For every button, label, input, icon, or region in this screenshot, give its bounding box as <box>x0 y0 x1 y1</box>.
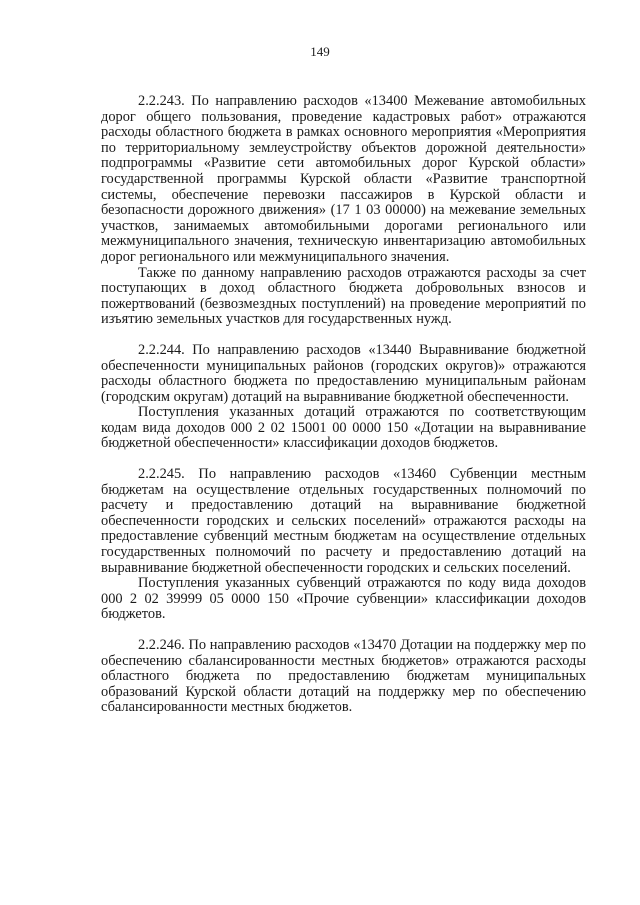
section-2-2-245 <box>101 467 586 623</box>
paragraph: 2.2.246. По направлению расходов «13470 Дотации на поддержку мер по обеспечению сбалансированности местных бюджетов» отражаются расходы областного бюджета по предоставлению бюджетам муниципальных образований Курской области дотаций на поддержку мер по обеспечению сбалансированности местных бюджетов. <box>101 637 586 716</box>
paragraph: Поступления указанных субвенций отражаются по коду вида доходов 000 2 02 39999 05 0000 150 «Прочие субвенции» классификации доходов бюджетов. <box>101 575 586 623</box>
section-2-2-246 <box>101 638 586 716</box>
section-2-2-244 <box>101 343 586 452</box>
paragraph: Поступления указанных дотаций отражаются по соответствующим кодам вида доходов 000 2 02 15001 00 0000 150 «Дотации на выравнивание бюджетной обеспеченности» классификации доходов бюджетов. <box>101 404 586 452</box>
paragraph: 2.2.244. По направлению расходов «13440 Выравнивание бюджетной обеспеченности муниципальных районов (городских округов)» отражаются расходы областного бюджета по предоставлению муниципальным районам (городским округам) дотаций на выравнивание бюджетной обеспеченности. <box>101 341 586 405</box>
document-body <box>101 94 586 731</box>
paragraph: Также по данному направлению расходов отражаются расходы за счет поступающих в доход областного бюджета добровольных взносов и пожертвований (безвозмездных поступлений) на проведение мероприятий по изъятию земельных участков для государственных нужд. <box>101 264 586 328</box>
page-number: 149 <box>310 44 330 59</box>
paragraph: 2.2.243. По направлению расходов «13400 Межевание автомобильных дорог общего пользования, проведение кадастровых работ» отражаются расходы областного бюджета в рамках основного мероприятия «Мероприятия по территориальному землеустройству объектов дорожной деятельности» подпрограммы «Развитие сети автомобильных дорог Курской области» государственной программы Курской области «Развитие транспортной системы, обеспечение перевозки пассажиров в Курской области и безопасности дорожного движения» (17 1 03 00000) на межевание земельных участков, занимаемых автомобильными дорогами регионального или межмуниципального значения, техническую инвентаризацию автомобильных дорог регионального или межмуниципального значения. <box>101 93 586 265</box>
paragraph: 2.2.245. По направлению расходов «13460 Субвенции местным бюджетам на осуществление отдельных государственных полномочий по расчету и предоставлению дотаций на выравнивание бюджетной обеспеченности городских и сельских поселений» отражаются расходы на предоставление субвенций местным бюджетам на осуществление отдельных государственных полномочий по расчету и предоставлению дотаций на выравнивание бюджетной обеспеченности городских и сельских поселений. <box>101 466 586 576</box>
section-2-2-243 <box>101 94 586 328</box>
